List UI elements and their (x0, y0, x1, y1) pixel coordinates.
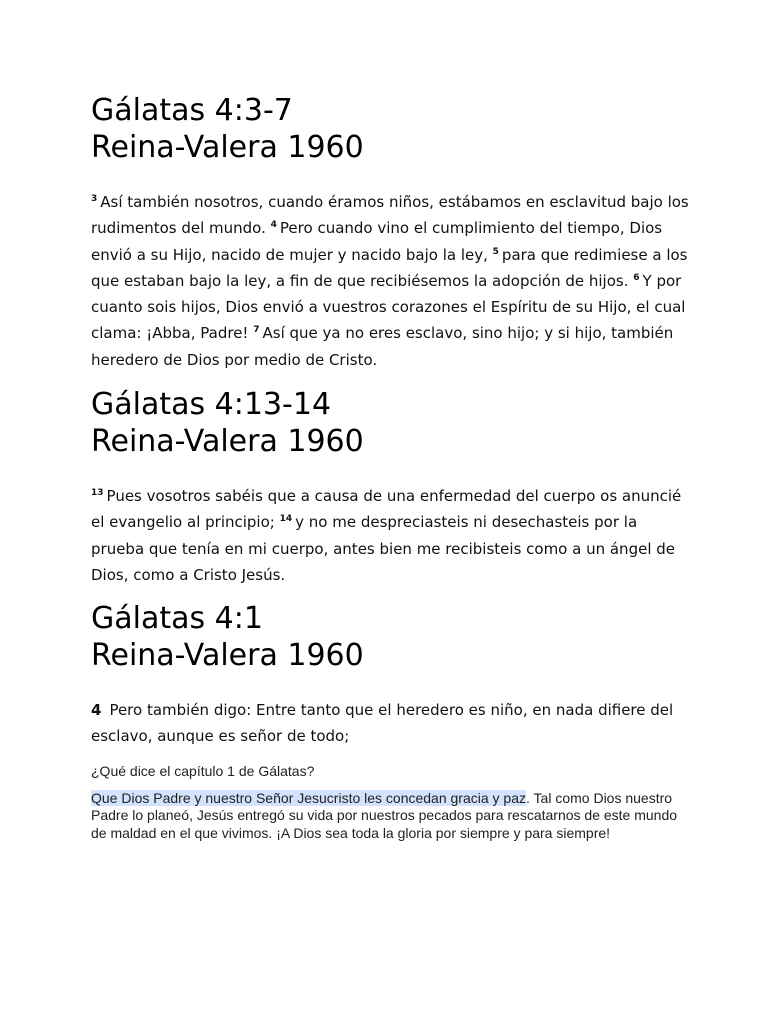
verse-number: 7 (253, 325, 260, 336)
verse-text: Así que ya no eres esclavo, sino hijo; y si hijo, también heredero de Dios por medio de Cristo. (91, 324, 674, 369)
verse-text: Pero cuando vino el cumplimiento del tiempo, Dios envió a su Hijo, nacido de mujer y nacido bajo la ley, (91, 219, 663, 264)
verse-number: 4 (270, 220, 277, 231)
bible-version: Reina-Valera 1960 (91, 638, 364, 673)
verse-number: 5 (492, 246, 499, 257)
verse-text: Así también nosotros, cuando éramos niños, estábamos en esclavitud bajo los rudimentos del mundo. (91, 193, 689, 238)
verse-text: y no me despreciasteis ni desechasteis por la prueba que tenía en mi cuerpo, antes bien me recibisteis como a un ángel de Dios, como a Cristo Jesús. (91, 513, 676, 584)
passage-heading (91, 386, 691, 460)
passage-heading (91, 600, 691, 674)
verse-text: para que redimiese a los que estaban bajo la ley, a fin de que recibiésemos la adopción de hijos. (91, 245, 688, 290)
verse-number: 4 (91, 701, 102, 719)
passage-reference: Gálatas 4:1 (91, 601, 263, 636)
verse-number: 14 (279, 514, 293, 525)
highlighted-answer[interactable]: Que Dios Padre y nuestro Señor Jesucristo les concedan gracia y paz (91, 790, 527, 806)
passage-galatas-4-1 (91, 600, 691, 750)
passage-text (91, 483, 691, 588)
answer-rest: . Tal como Dios nuestro Padre lo planeó, Jesús entregó su vida por nuestros pecados para rescatarnos de este mundo de maldad en el que vivimos. ¡A Dios sea toda la gloria por siempre y para siempre! (91, 790, 678, 841)
bible-version: Reina-Valera 1960 (91, 130, 364, 165)
verse-number: 3 (91, 194, 98, 204)
verse-number: 13 (91, 488, 104, 498)
passage-text (91, 697, 691, 750)
question-text: ¿Qué dice el capítulo 1 de Gálatas? (91, 763, 315, 779)
passage-reference: Gálatas 4:13-14 (91, 387, 332, 422)
passage-galatas-4-3-7 (91, 92, 691, 373)
verse-text: Pero también digo: Entre tanto que el heredero es niño, en nada difiere del esclavo, aunque es señor de todo; (91, 701, 674, 746)
verse-text: Y por cuanto sois hijos, Dios envió a vuestros corazones el Espíritu de su Hijo, el cual clama: ¡Abba, Padre! (91, 271, 686, 343)
bible-version: Reina-Valera 1960 (91, 424, 364, 459)
verse-number: 6 (633, 272, 640, 283)
passage-galatas-4-13-14 (91, 386, 691, 588)
verse-text: Pues vosotros sabéis que a causa de una enfermedad del cuerpo os anuncié el evangelio al principio; (91, 487, 682, 532)
passage-heading (91, 92, 691, 166)
passage-reference: Gálatas 4:3-7 (91, 93, 293, 128)
question-answer-block (91, 762, 691, 842)
answer-text (91, 790, 691, 842)
passage-text (91, 189, 691, 373)
